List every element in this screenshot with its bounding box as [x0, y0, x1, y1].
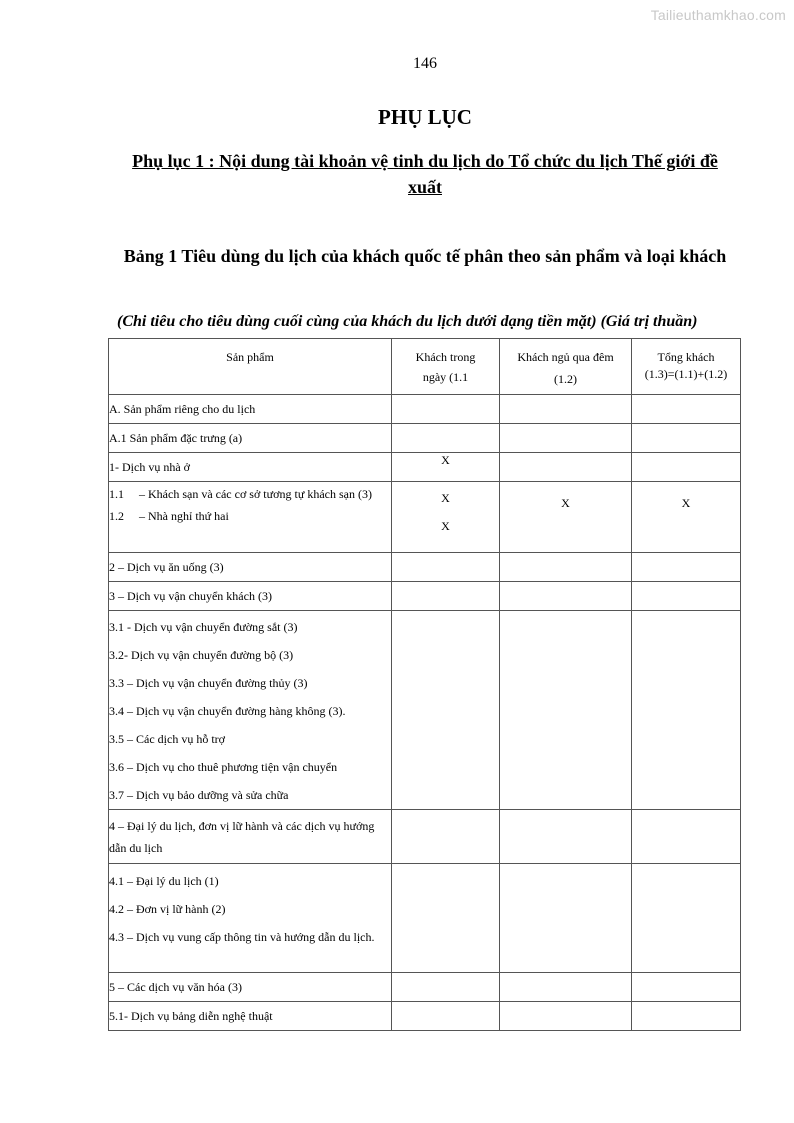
table-row: [109, 395, 741, 424]
watermark: Tailieuthamkhao.com: [650, 7, 786, 23]
table-row: [109, 1002, 741, 1031]
header-overnight-line2: (1.2): [554, 372, 577, 386]
header-total: [632, 339, 741, 395]
mark-cell: X: [441, 519, 450, 533]
list-item: 3.4 – Dịch vụ vận chuyển đường hàng không (3).: [109, 704, 346, 718]
tourism-consumption-table: [108, 338, 741, 1031]
list-item: 3.6 – Dịch vụ cho thuê phương tiện vận chuyển: [109, 760, 338, 774]
sub-item-number: 1.1: [109, 487, 124, 501]
sub-item-text: – Khách sạn và các cơ sở tương tự khách sạn (3): [139, 487, 372, 501]
mark-cell: X: [441, 491, 450, 505]
table-row: [109, 810, 741, 864]
row-label: 3 – Dịch vụ vận chuyển khách (3): [109, 582, 392, 611]
table-row: [109, 553, 741, 582]
row-label: 1- Dịch vụ nhà ở: [109, 453, 392, 482]
table-row: [109, 482, 741, 553]
table-row: [109, 453, 741, 482]
table-row: [109, 582, 741, 611]
sub-item: [109, 505, 391, 527]
row-label: A. Sản phẩm riêng cho du lịch: [109, 395, 392, 424]
mark-cell: X: [500, 482, 632, 553]
row-label: 2 – Dịch vụ ăn uống (3): [109, 553, 392, 582]
table-caption: (Chi tiêu cho tiêu dùng cuối cùng của khách du lịch dưới dạng tiền mặt) (Giá trị thuần): [117, 313, 698, 330]
table-row: [109, 973, 741, 1002]
row-label: 5 – Các dịch vụ văn hóa (3): [109, 973, 392, 1002]
header-overnight: [500, 339, 632, 395]
header-product: [109, 339, 392, 395]
list-item: 3.1 - Dịch vụ vận chuyển đường sắt (3): [109, 620, 298, 634]
list-item: 3.3 – Dịch vụ vận chuyển đường thủy (3): [109, 676, 308, 690]
header-total-line2: (1.3)=(1.1)+(1.2): [644, 367, 728, 381]
table-row: [109, 611, 741, 810]
list-item: 4.3 – Dịch vụ vung cấp thông tin và hướng dẫn du lịch.: [109, 930, 375, 944]
table-title: Bảng 1 Tiêu dùng du lịch của khách quốc tế phân theo sản phẩm và loại khách: [123, 246, 727, 266]
mark-cell: X: [392, 453, 500, 482]
header-same-day: [392, 339, 500, 395]
mark-cell: X: [632, 482, 741, 553]
list-item: 3.5 – Các dịch vụ hỗ trợ: [109, 732, 225, 746]
sub-item: [109, 483, 391, 505]
header-total-line1: Tổng khách: [657, 350, 715, 364]
sub-item-number: 1.2: [109, 509, 124, 523]
list-item: 3.2- Dịch vụ vận chuyển đường bộ (3): [109, 648, 294, 662]
table-header-row: [109, 339, 741, 395]
sub-item-text: – Nhà nghỉ thứ hai: [139, 509, 229, 523]
header-product-label: Sản phẩm: [226, 350, 274, 364]
table-row: [109, 424, 741, 453]
row-label: A.1 Sản phẩm đặc trưng (a): [109, 424, 392, 453]
table-row: [109, 864, 741, 973]
row-label: 5.1- Dịch vụ bảng diễn nghệ thuật: [109, 1002, 392, 1031]
header-overnight-line1: Khách ngủ qua đêm: [517, 350, 614, 364]
list-item: 3.7 – Dịch vụ bảo dưỡng và sửa chữa: [109, 788, 289, 802]
appendix-title: Phụ lục 1 : Nội dung tài khoản vệ tinh du lịch do Tổ chức du lịch Thế giới đề xuất: [132, 151, 718, 197]
list-item: 4.1 – Đại lý du lịch (1): [109, 874, 219, 888]
page-number: 146: [413, 55, 437, 72]
row-label: 4 – Đại lý du lịch, đơn vị lữ hành và các dịch vụ hướng dẫn du lịch: [109, 810, 392, 864]
page-heading: PHỤ LỤC: [378, 105, 472, 129]
header-same-day-label: Khách trong ngày (1.1: [415, 350, 476, 384]
list-item: 4.2 – Đơn vị lữ hành (2): [109, 902, 226, 916]
